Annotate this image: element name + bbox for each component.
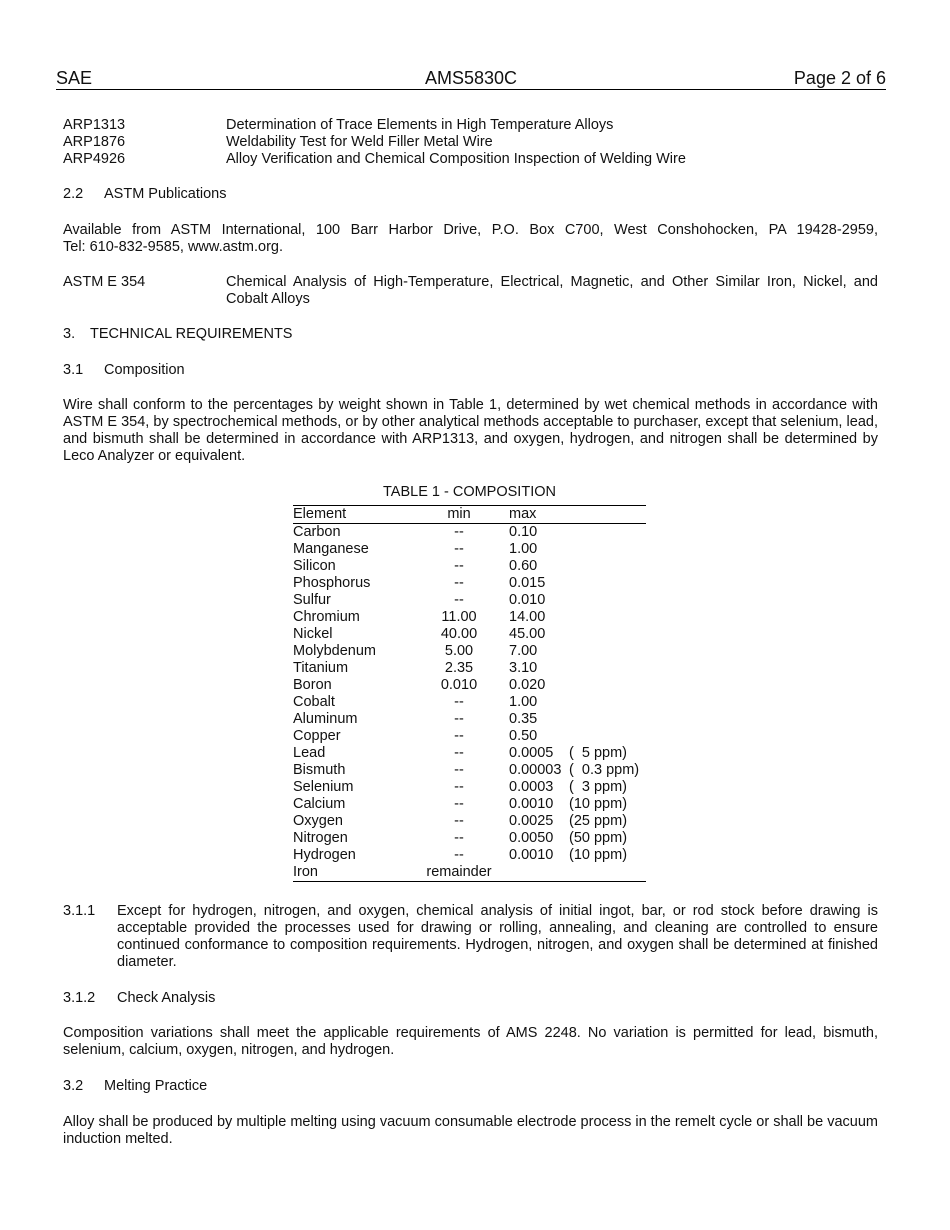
table-row (293, 660, 646, 677)
cell-element: Iron (293, 864, 415, 882)
cell-min: -- (454, 813, 464, 829)
cell-ppm (569, 864, 646, 882)
table-row (293, 830, 646, 847)
cell-max: 0.00003 (509, 762, 562, 778)
column-header-max: max (509, 506, 569, 524)
cell-ppm: (50 ppm) (569, 830, 628, 846)
composition-table (293, 505, 646, 882)
section-title: ASTM Publications (104, 186, 227, 202)
cell-max: 0.0010 (509, 847, 554, 863)
table-row (293, 694, 646, 711)
reference-code: ASTM E 354 (63, 274, 146, 290)
reference-item (63, 134, 878, 151)
cell-ppm (569, 592, 646, 609)
cell-max: 0.010 (509, 592, 546, 608)
cell-min: -- (454, 847, 464, 863)
cell-max: 0.60 (509, 558, 538, 574)
melting-practice-paragraph: Alloy shall be produced by multiple melting using vacuum consumable electrode process in the remelt cycle or shall be vacuum induction melted. (63, 1114, 878, 1147)
section-number: 3.1.1 (63, 903, 96, 919)
section-3-heading (63, 326, 878, 343)
cell-ppm (569, 711, 646, 728)
cell-min: -- (454, 592, 464, 608)
cell-max: 14.00 (509, 609, 546, 625)
cell-element: Bismuth (293, 762, 346, 778)
cell-min: 11.00 (441, 609, 477, 625)
cell-element: Copper (293, 728, 341, 744)
cell-ppm (569, 694, 646, 711)
section-number: 3. (63, 326, 76, 342)
cell-min: -- (454, 711, 464, 727)
check-analysis-paragraph: Composition variations shall meet the applicable requirements of AMS 2248. No variation is permitted for lead, bismuth, selenium, calcium, oxygen, nitrogen, and hydrogen. (63, 1025, 878, 1058)
reference-title: Determination of Trace Elements in High Temperature Alloys (226, 117, 614, 133)
page-header (56, 68, 886, 90)
cell-element: Phosphorus (293, 575, 371, 591)
section-3-1-1-text: Except for hydrogen, nitrogen, and oxygen, chemical analysis of initial ingot, bar, or rod stock before drawing is acceptable provided the processes used for drawing or rolling, annealing, and cleaning are controlled to ensure continued conformance to composition requirements. Hydrogen, nitrogen, and oxygen shall be determined at finished diameter. (117, 903, 878, 970)
cell-ppm (569, 558, 646, 575)
cell-ppm (569, 609, 646, 626)
cell-max: 3.10 (509, 660, 538, 676)
cell-min: -- (454, 694, 464, 710)
cell-min: 40.00 (440, 626, 478, 642)
cell-min: -- (454, 541, 464, 557)
table-caption: TABLE 1 - COMPOSITION (383, 484, 556, 500)
header-doc-number: AMS5830C (424, 68, 518, 88)
cell-max: 0.0025 (509, 813, 554, 829)
reference-code: ARP4926 (63, 151, 126, 167)
astm-availability (63, 222, 878, 256)
section-3-1-2-heading (63, 990, 878, 1007)
section-number: 3.1.2 (63, 990, 96, 1006)
cell-element: Lead (293, 745, 326, 761)
table-row (293, 864, 646, 882)
cell-ppm (569, 660, 646, 677)
cell-ppm: (25 ppm) (569, 813, 628, 829)
section-2-2-heading (63, 186, 878, 203)
table-row (293, 592, 646, 609)
table-row (293, 745, 646, 762)
cell-element: Sulfur (293, 592, 331, 608)
section-3-1-heading (63, 362, 878, 379)
section-3-2-heading (63, 1078, 878, 1095)
reference-code: ARP1313 (63, 117, 126, 133)
cell-min: -- (454, 728, 464, 744)
cell-max: 1.00 (509, 541, 538, 557)
cell-element: Cobalt (293, 694, 335, 710)
cell-max: 0.0005 (509, 745, 554, 761)
cell-min: 5.00 (444, 643, 474, 659)
cell-element: Silicon (293, 558, 336, 574)
cell-max: 0.0050 (509, 830, 554, 846)
cell-element: Carbon (293, 524, 341, 540)
header-page-number: Page 2 of 6 (793, 68, 886, 88)
table-row (293, 541, 646, 558)
table-row (293, 558, 646, 575)
cell-ppm (569, 677, 646, 694)
reference-title-line: Chemical Analysis of High-Temperature, Electrical, Magnetic, and Other Similar Iron, Nickel, and (226, 274, 878, 290)
cell-ppm: ( 5 ppm) (569, 745, 628, 761)
cell-min: -- (454, 745, 464, 761)
cell-max: 7.00 (509, 643, 538, 659)
section-number: 3.2 (63, 1078, 84, 1094)
reference-title-line: Cobalt Alloys (226, 291, 310, 307)
table-row (293, 609, 646, 626)
table-row (293, 575, 646, 592)
cell-ppm: ( 0.3 ppm) (569, 762, 640, 778)
header-org: SAE (56, 68, 93, 88)
cell-min: -- (454, 575, 464, 591)
section-number: 2.2 (63, 186, 84, 202)
cell-ppm: (10 ppm) (569, 796, 628, 812)
table-row (293, 626, 646, 643)
cell-ppm (569, 728, 646, 745)
section-title: Melting Practice (104, 1078, 208, 1094)
cell-element: Manganese (293, 541, 369, 557)
cell-max: 0.50 (509, 728, 538, 744)
astm-availability-line: Available from ASTM International, 100 Barr Harbor Drive, P.O. Box C700, West Conshohocken, PA 19428-2959, (63, 222, 878, 238)
reference-code: ARP1876 (63, 134, 126, 150)
section-title: TECHNICAL REQUIREMENTS (90, 326, 293, 342)
cell-element: Hydrogen (293, 847, 356, 863)
cell-element: Nickel (293, 626, 333, 642)
cell-ppm (569, 643, 646, 660)
column-header-blank (569, 506, 646, 524)
reference-list (63, 117, 878, 168)
cell-min: remainder (415, 864, 509, 882)
cell-max: 0.015 (509, 575, 546, 591)
reference-item (63, 117, 878, 134)
cell-min: -- (454, 524, 464, 540)
cell-max: 1.00 (509, 694, 538, 710)
table-row (293, 677, 646, 694)
cell-ppm (569, 541, 646, 558)
cell-min: 2.35 (444, 660, 474, 676)
cell-element: Titanium (293, 660, 349, 676)
cell-element: Chromium (293, 609, 360, 625)
cell-ppm: (10 ppm) (569, 847, 628, 863)
cell-element: Calcium (293, 796, 346, 812)
cell-max: 0.35 (509, 711, 538, 727)
reference-title: Alloy Verification and Chemical Composition Inspection of Welding Wire (226, 151, 686, 167)
section-title: Check Analysis (117, 990, 216, 1006)
cell-element: Molybdenum (293, 643, 377, 659)
cell-element: Nitrogen (293, 830, 348, 846)
cell-element: Boron (293, 677, 332, 693)
astm-availability-line: Tel: 610-832-9585, www.astm.org. (63, 239, 284, 255)
cell-element: Selenium (293, 779, 354, 795)
cell-min: 0.010 (440, 677, 478, 693)
cell-max: 0.0003 (509, 779, 554, 795)
table-header-row (293, 506, 646, 524)
composition-paragraph: Wire shall conform to the percentages by weight shown in Table 1, determined by wet chemical methods in accordance with ASTM E 354, by spectrochemical methods, or by other analytical methods acceptable to purchaser, except that selenium, lead, and bismuth shall be determined in accordance with ARP1313, and oxygen, hydrogen, and nitrogen shall be determined by Leco Analyzer or equivalent. (63, 397, 878, 464)
table-row (293, 711, 646, 728)
cell-min: -- (454, 558, 464, 574)
reference-title (226, 274, 878, 308)
reference-item (63, 151, 878, 168)
section-number: 3.1 (63, 362, 84, 378)
astm-reference (63, 274, 878, 308)
column-header-element: Element (293, 506, 415, 524)
cell-ppm (569, 626, 646, 643)
cell-min: -- (454, 830, 464, 846)
table-row (293, 813, 646, 830)
cell-element: Aluminum (293, 711, 358, 727)
cell-max: 0.020 (509, 677, 546, 693)
cell-min: -- (454, 796, 464, 812)
cell-element: Oxygen (293, 813, 343, 829)
cell-min: -- (454, 762, 464, 778)
table-row (293, 762, 646, 779)
reference-title: Weldability Test for Weld Filler Metal Wire (226, 134, 493, 150)
cell-ppm (569, 524, 646, 542)
cell-max: 45.00 (509, 626, 546, 642)
section-title: Composition (104, 362, 185, 378)
cell-max: 0.10 (509, 524, 538, 540)
column-header-min: min (415, 506, 509, 524)
cell-ppm: ( 3 ppm) (569, 779, 628, 795)
table-row (293, 728, 646, 745)
table-row (293, 847, 646, 864)
cell-ppm (569, 575, 646, 592)
table-row (293, 779, 646, 796)
cell-min: -- (454, 779, 464, 795)
cell-max: 0.0010 (509, 796, 554, 812)
table-row (293, 643, 646, 660)
cell-max (509, 864, 569, 882)
table-row (293, 796, 646, 813)
section-3-1-1 (63, 903, 878, 971)
table-row (293, 524, 646, 542)
